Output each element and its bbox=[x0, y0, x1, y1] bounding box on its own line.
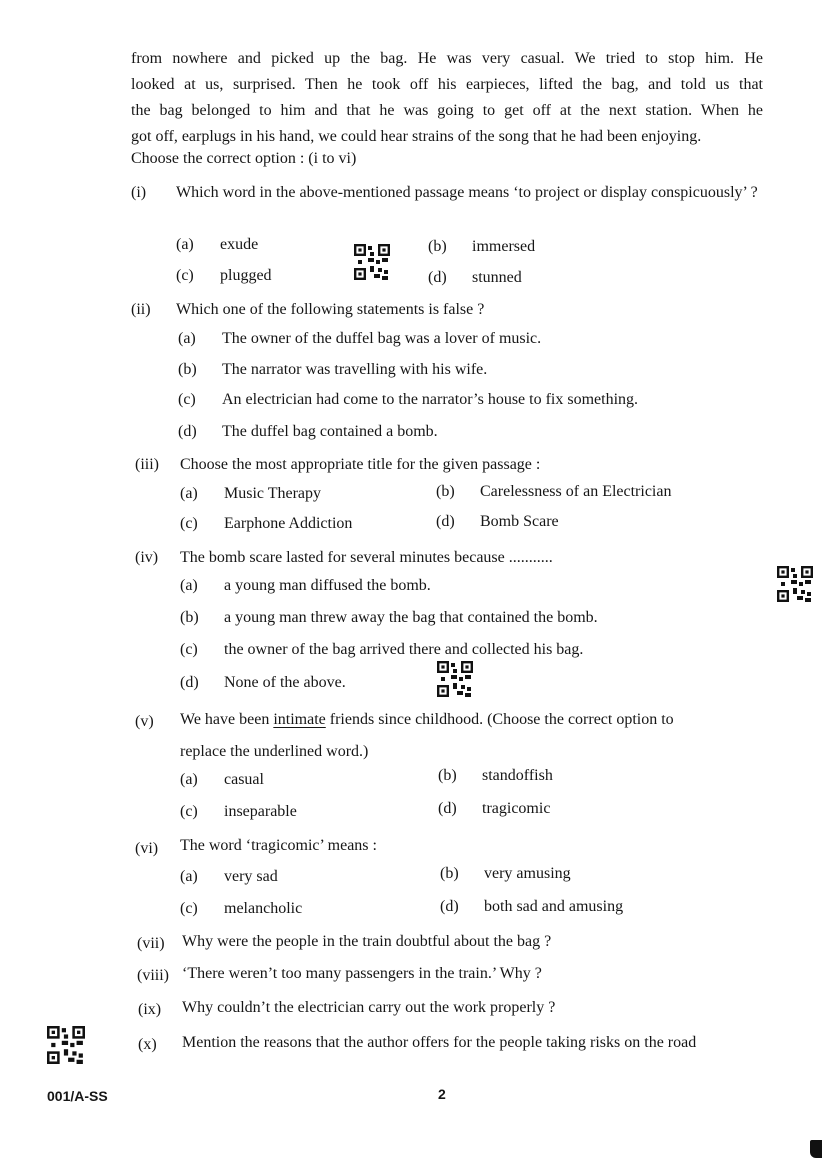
question-text: ‘There weren’t too many passengers in the train.’ Why ? bbox=[182, 965, 542, 982]
question-text: We have been intimate friends since childhood. (Choose the correct option to replace the underlined word.) bbox=[180, 711, 674, 760]
question-number: (vi) bbox=[135, 840, 159, 857]
option-d: (d) tragicomic bbox=[438, 800, 551, 817]
option-b: (b) a young man threw away the bag that contained the bomb. bbox=[180, 609, 598, 626]
question-number: (i) bbox=[131, 184, 147, 201]
option-d: (d) stunned bbox=[428, 269, 522, 286]
option-a: (a) exude bbox=[176, 236, 259, 253]
option-d: (d) The duffel bag contained a bomb. bbox=[178, 423, 438, 440]
option-d: (d) Bomb Scare bbox=[436, 513, 559, 530]
option-c: (c) the owner of the bag arrived there and collected his bag. bbox=[180, 641, 584, 658]
question-number: (iv) bbox=[135, 549, 159, 566]
option-a: (a) a young man diffused the bomb. bbox=[180, 577, 431, 594]
option-b: (b) very amusing bbox=[440, 865, 571, 882]
underlined-word: intimate bbox=[273, 711, 326, 728]
page-number: 2 bbox=[438, 1086, 446, 1102]
paper-code: 001/A-SS bbox=[47, 1088, 108, 1104]
question-text: Why were the people in the train doubtful about the bag ? bbox=[182, 933, 552, 950]
qr-code-icon bbox=[437, 661, 473, 697]
question-number: (v) bbox=[135, 713, 154, 730]
option-b: (b) Carelessness of an Electrician bbox=[436, 483, 672, 500]
question-number: (x) bbox=[138, 1036, 157, 1053]
option-b: (b) immersed bbox=[428, 238, 536, 255]
question-text: Mention the reasons that the author offers for the people taking risks on the road bbox=[182, 1034, 697, 1051]
question-text: Which one of the following statements is false ? bbox=[176, 301, 485, 318]
option-a: (a) casual bbox=[180, 771, 264, 788]
passage-line: from nowhere and picked up the bag. He was very casual. We tried to stop him. He bbox=[131, 50, 763, 67]
option-c: (c) An electrician had come to the narrator’s house to fix something. bbox=[178, 391, 639, 408]
option-a: (a) very sad bbox=[180, 868, 278, 885]
option-d: (d) None of the above. bbox=[180, 674, 346, 691]
instruction-text: Choose the correct option : (i to vi) bbox=[131, 150, 357, 167]
question-number: (viii) bbox=[137, 967, 169, 984]
option-c: (c) melancholic bbox=[180, 900, 303, 917]
question-text: Which word in the above-mentioned passage means ‘to project or display conspicuously’ ? bbox=[176, 184, 758, 201]
option-a: (a) Music Therapy bbox=[180, 485, 322, 502]
option-c: (c) Earphone Addiction bbox=[180, 515, 353, 532]
question-number: (ix) bbox=[138, 1001, 162, 1018]
option-b: (b) The narrator was travelling with his wife. bbox=[178, 361, 488, 378]
passage-line: got off, earplugs in his hand, we could hear strains of the song that he had been enjoying. bbox=[131, 128, 702, 145]
question-text: The word ‘tragicomic’ means : bbox=[180, 837, 377, 854]
option-c: (c) plugged bbox=[176, 267, 272, 284]
option-b: (b) standoffish bbox=[438, 767, 553, 784]
question-number: (iii) bbox=[135, 456, 159, 473]
passage-line: the bag belonged to him and that he was going to get off at the next station. When he bbox=[131, 102, 763, 119]
question-text: Why couldn’t the electrician carry out the work properly ? bbox=[182, 999, 556, 1016]
qr-code-icon bbox=[354, 244, 390, 280]
scan-edge-mark bbox=[810, 1140, 822, 1158]
qr-code-icon bbox=[776, 566, 814, 602]
question-number: (ii) bbox=[131, 301, 151, 318]
passage-line: looked at us, surprised. Then he took off his earpieces, lifted the bag, and told us that bbox=[131, 76, 763, 93]
question-number: (vii) bbox=[137, 935, 165, 952]
qr-code-icon bbox=[47, 1026, 85, 1064]
question-text: Choose the most appropriate title for the given passage : bbox=[180, 456, 541, 473]
option-d: (d) both sad and amusing bbox=[440, 898, 624, 915]
question-text: The bomb scare lasted for several minutes because ........... bbox=[180, 549, 553, 566]
option-a: (a) The owner of the duffel bag was a lover of music. bbox=[178, 330, 542, 347]
option-c: (c) inseparable bbox=[180, 803, 297, 820]
passage-text bbox=[131, 46, 763, 150]
